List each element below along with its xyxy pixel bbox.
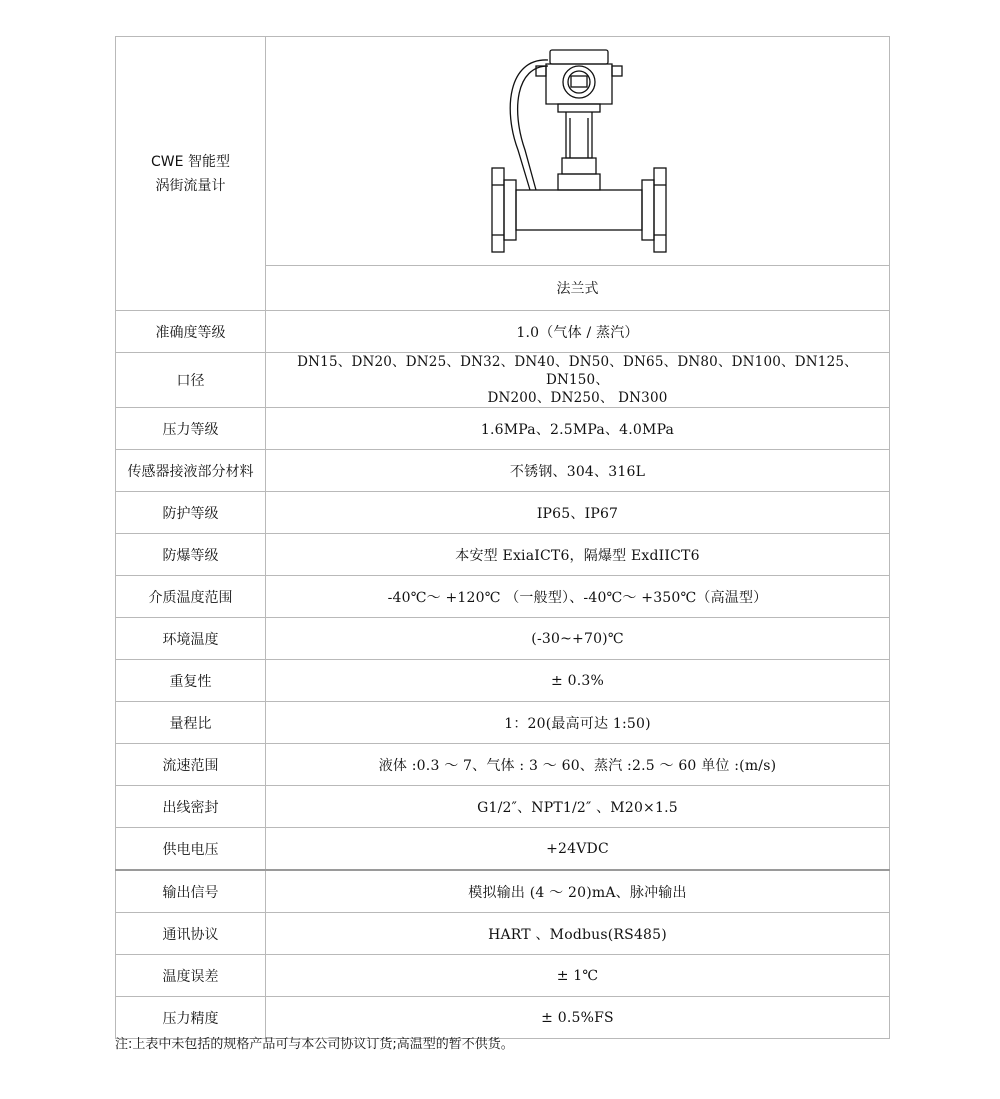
table-row <box>116 353 890 408</box>
spec-label: 重复性 <box>116 660 266 702</box>
type-label: 法兰式 <box>266 266 890 311</box>
table-row <box>116 786 890 828</box>
spec-value: HART 、Modbus(RS485) <box>266 913 890 955</box>
table-row <box>116 534 890 576</box>
spec-value: 不锈钢、304、316L <box>266 450 890 492</box>
table-row <box>116 744 890 786</box>
spec-label: 温度误差 <box>116 955 266 997</box>
table-row <box>116 311 890 353</box>
spec-label: 供电电压 <box>116 828 266 871</box>
spec-value: ± 0.3% <box>266 660 890 702</box>
table-row <box>116 660 890 702</box>
spec-value: IP65、IP67 <box>266 492 890 534</box>
spec-value: 1.0（气体 / 蒸汽） <box>266 311 890 353</box>
spec-label: 压力精度 <box>116 997 266 1039</box>
spec-label: 防护等级 <box>116 492 266 534</box>
table-row <box>116 870 890 913</box>
table-row <box>116 913 890 955</box>
spec-value: ± 0.5%FS <box>266 997 890 1039</box>
spec-value-line1: DN15、DN20、DN25、DN32、DN40、DN50、DN65、DN80、DN100、DN125、DN150、 <box>297 354 858 388</box>
table-row <box>116 450 890 492</box>
spec-value-line2: DN200、DN250、 DN300 <box>487 390 668 406</box>
spec-value: 模拟输出 (4 ～ 20)mA、脉冲输出 <box>266 870 890 913</box>
spec-label: 准确度等级 <box>116 311 266 353</box>
table-row <box>116 828 890 871</box>
spec-label: 传感器接液部分材料 <box>116 450 266 492</box>
spec-label: 量程比 <box>116 702 266 744</box>
spec-label: 防爆等级 <box>116 534 266 576</box>
spec-value: ± 1℃ <box>266 955 890 997</box>
spec-label: 出线密封 <box>116 786 266 828</box>
spec-value: 1.6MPa、2.5MPa、4.0MPa <box>266 408 890 450</box>
spec-label: 流速范围 <box>116 744 266 786</box>
spec-value: (-30~+70)℃ <box>266 618 890 660</box>
spec-label: 口径 <box>116 353 266 408</box>
spec-label: 压力等级 <box>116 408 266 450</box>
table-row <box>116 576 890 618</box>
spec-label: 环境温度 <box>116 618 266 660</box>
spec-value: 本安型 ExiaICT6，隔爆型 ExdIICT6 <box>266 534 890 576</box>
product-image-cell <box>266 37 890 266</box>
table-row <box>116 492 890 534</box>
spec-table <box>115 36 890 1039</box>
table-row <box>116 618 890 660</box>
table-row <box>116 955 890 997</box>
spec-value: 液体 :0.3 ～ 7、气体 : 3 ～ 60、蒸汽 :2.5 ～ 60 单位 :(m/s) <box>266 744 890 786</box>
spec-value: +24VDC <box>266 828 890 871</box>
spec-label: 通讯协议 <box>116 913 266 955</box>
spec-value: -40℃～ +120℃ （一般型）、-40℃～ +350℃（高温型） <box>266 576 890 618</box>
spec-label: 输出信号 <box>116 870 266 913</box>
footnote: 注:上表中未包括的规格产品可与本公司协议订货;高温型的暂不供货。 <box>115 1037 514 1052</box>
spec-label: 介质温度范围 <box>116 576 266 618</box>
vortex-flowmeter-icon <box>478 40 678 262</box>
table-row <box>116 408 890 450</box>
table-row <box>116 702 890 744</box>
spec-value <box>266 353 890 408</box>
spec-value: G1/2″、NPT1/2″ 、M20×1.5 <box>266 786 890 828</box>
spec-value: 1：20(最高可达 1:50) <box>266 702 890 744</box>
product-name-cell <box>116 37 266 311</box>
product-name-line2: 涡街流量计 <box>155 177 226 194</box>
product-name-line1: CWE 智能型 <box>151 153 230 170</box>
